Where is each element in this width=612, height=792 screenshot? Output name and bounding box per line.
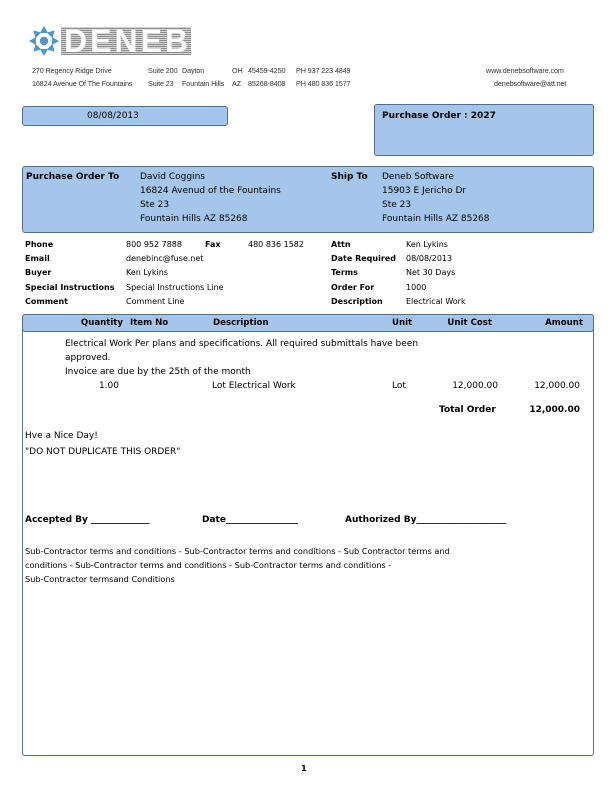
note-line: Electrical Work Per plans and specifications. All required submittals have been	[65, 339, 419, 349]
purchase-to-name: David Coggins	[140, 172, 205, 182]
comment-value: Comment Line	[126, 297, 185, 306]
ship-to-label: Ship To	[331, 172, 368, 182]
state-1: OH	[232, 66, 243, 75]
terms-label: Terms	[331, 268, 358, 277]
terms-line-3: Sub-Contractor termsand Conditions	[25, 574, 175, 584]
website: www.denebsoftware.com	[486, 66, 564, 75]
po-number: Purchase Order : 2027	[382, 111, 496, 121]
special-instructions-value: Special Instructions Line	[126, 283, 224, 292]
terms-line-2: conditions - Sub-Contractor terms and conditions - Sub-Contractor terms and conditions -	[25, 560, 392, 570]
purchase-to-line2: Ste 23	[140, 200, 170, 210]
company-name-text: DENEB	[64, 23, 192, 59]
authorized-by-signature: Authorized By____________________	[345, 515, 507, 525]
email-value: denebinc@fuse.net	[126, 254, 204, 263]
date-required-value: 08/08/2013	[406, 254, 453, 263]
terms-value: Net 30 Days	[406, 268, 456, 277]
row-unit-cost: 12,000.00	[452, 381, 498, 391]
company-email: denebsoftware@att.net	[494, 79, 567, 88]
po-date: 08/08/2013	[87, 111, 139, 121]
fax-value: 480 836 1582	[248, 240, 304, 249]
row-unit: Lot	[392, 381, 406, 391]
total-order-value: 12,000.00	[529, 405, 580, 415]
purchase-to-label: Purchase Order To	[26, 172, 120, 182]
company-logo	[28, 24, 194, 58]
page-number: 1	[301, 763, 307, 773]
buyer-label: Buyer	[25, 268, 52, 277]
phone-label: Phone	[25, 240, 54, 249]
comment-label: Comment	[25, 297, 68, 306]
address-box	[22, 166, 594, 233]
row-description: Lot Electrical Work	[212, 381, 296, 391]
ship-to-line3: Fountain Hills AZ 85268	[382, 214, 490, 224]
buyer-value: Ken Lykins	[126, 268, 168, 277]
col-item-no: Item No	[130, 318, 169, 328]
date-required-label: Date Required	[331, 254, 396, 263]
date-box	[22, 106, 228, 126]
suite-2: Suite 23	[148, 79, 174, 88]
note-line: Invoice are due by the 25th of the month	[65, 367, 251, 377]
zip-2: 85268-8408	[248, 79, 286, 88]
ship-to-line1: 15903 E Jericho Dr	[382, 186, 467, 196]
suite-1: Suite 200	[148, 66, 178, 75]
state-2: AZ	[232, 79, 241, 88]
phone-1: PH 937 223 4849	[296, 66, 351, 75]
accepted-by-signature: Accepted By _____________	[25, 515, 150, 525]
date-signature: Date________________	[202, 515, 298, 525]
address-line-1: 270 Regency Ridge Drive	[32, 66, 112, 75]
row-amount: 12,000.00	[534, 381, 580, 391]
greeting-message: Hve a Nice Day!	[25, 431, 98, 441]
total-order-label: Total Order	[439, 405, 496, 415]
purchase-to-line1: 16824 Avenud of the Fountains	[140, 186, 281, 196]
phone-2: PH 480 836 1577	[296, 79, 351, 88]
city-2: Fountain Hills	[182, 79, 225, 88]
ship-to-name: Deneb Software	[382, 172, 454, 182]
description-label: Description	[331, 297, 383, 306]
zip-1: 45459-4250	[248, 66, 286, 75]
city-1: Dayton	[182, 66, 205, 75]
terms-line-1: Sub-Contractor terms and conditions - Sub-Contractor terms and conditions - Sub Contractor terms and	[25, 546, 450, 556]
phone-value: 800 952 7888	[126, 240, 182, 249]
email-label: Email	[25, 254, 50, 263]
attn-value: Ken Lykins	[406, 240, 448, 249]
order-for-value: 1000	[406, 283, 427, 292]
row-quantity: 1.00	[98, 381, 119, 391]
special-instructions-label: Special Instructions	[25, 283, 115, 292]
po-number-box	[374, 104, 594, 156]
col-unit: Unit	[392, 318, 413, 328]
col-amount: Amount	[545, 318, 583, 328]
attn-label: Attn	[331, 240, 351, 249]
fax-label: Fax	[205, 240, 221, 249]
note-line: approved.	[65, 353, 111, 363]
warning-message: "DO NOT DUPLICATE THIS ORDER"	[25, 447, 181, 457]
items-table-header	[22, 314, 594, 332]
col-quantity: Quantity	[80, 318, 123, 328]
col-unit-cost: Unit Cost	[447, 318, 492, 328]
purchase-to-line3: Fountain Hills AZ 85268	[140, 214, 248, 224]
order-for-label: Order For	[331, 283, 375, 292]
address-line-2: 16824 Avenue Of The Fountains	[32, 79, 133, 88]
col-description: Description	[213, 318, 269, 328]
ship-to-line2: Ste 23	[382, 200, 412, 210]
description-value: Electrical Work	[406, 297, 466, 306]
